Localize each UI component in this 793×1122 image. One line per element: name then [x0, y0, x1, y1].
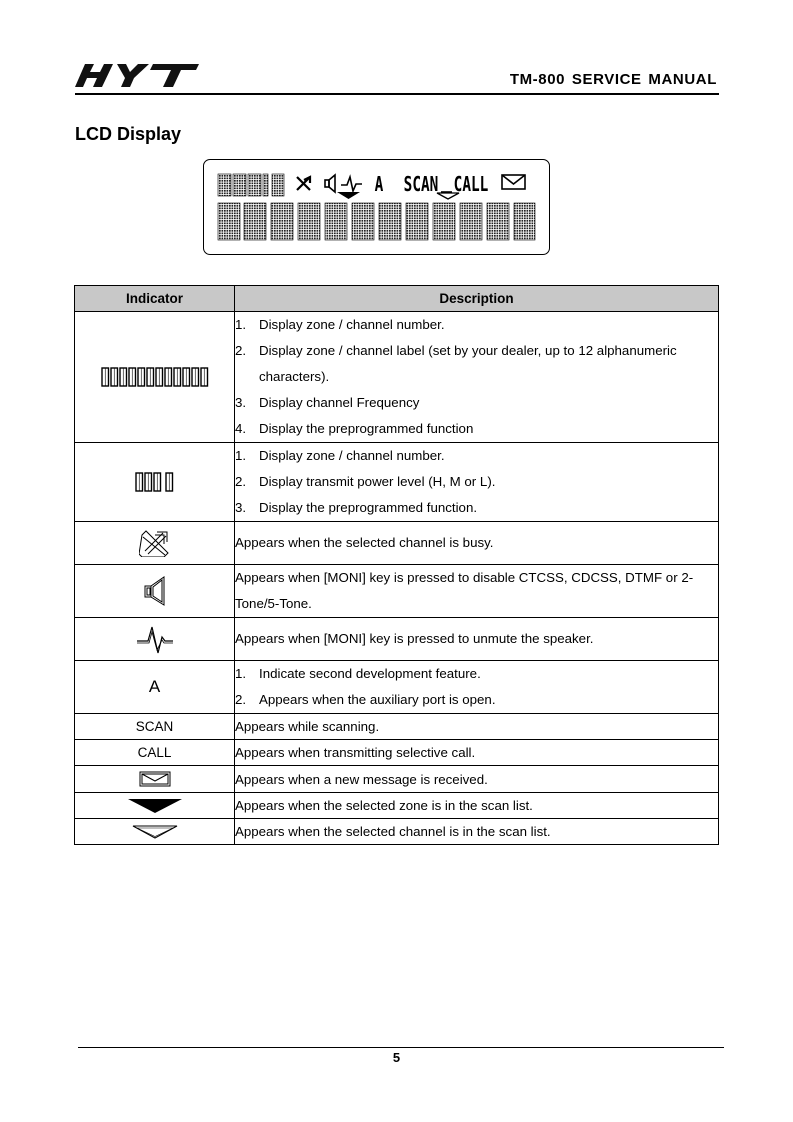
description-cell [235, 443, 719, 522]
indicator-cell [75, 522, 235, 565]
scan-zone-marker-icon [337, 192, 360, 199]
monitor-wave-icon [136, 623, 174, 655]
table-row [75, 661, 719, 714]
indicator-cell: SCAN [75, 714, 235, 740]
speaker-icon [142, 575, 168, 607]
list-item: 2. Display transmit power level (H, M or L). [235, 474, 496, 489]
indicator-column-header: Indicator [75, 286, 235, 312]
table-row [75, 618, 719, 661]
indicator-cell: CALL [75, 740, 235, 766]
indicator-cell [75, 618, 235, 661]
page-header [75, 58, 719, 95]
list-item: 1. Display zone / channel number. [235, 448, 445, 463]
busy-channel-icon [297, 177, 310, 190]
lcd-a-segment: A [374, 173, 384, 197]
table-row [75, 793, 719, 819]
table-row [75, 714, 719, 740]
footer-rule [78, 1047, 724, 1048]
indicator-cell [75, 565, 235, 618]
lcd-scan-segment: SCAN [403, 173, 439, 197]
description-cell [235, 312, 719, 443]
indicator-cell [75, 312, 235, 443]
description-list [235, 312, 718, 442]
filled-triangle-icon [128, 798, 182, 814]
page-number: 5 [392, 1050, 401, 1065]
description-list [235, 661, 718, 713]
indicator-cell [75, 443, 235, 522]
envelope-icon [502, 175, 525, 189]
description-cell: Appears while scanning. [235, 714, 719, 740]
hyt-logo [75, 58, 205, 90]
12-digit-dot-matrix-icon [101, 367, 209, 387]
table-row [75, 740, 719, 766]
description-cell: Appears when transmitting selective call. [235, 740, 719, 766]
list-item: 1. Display zone / channel number. [235, 317, 445, 332]
description-list [235, 443, 718, 521]
table-row [75, 565, 719, 618]
table-header-row [75, 286, 719, 312]
lcd-display-illustration [203, 159, 550, 255]
indicator-cell [75, 819, 235, 845]
table-row [75, 522, 719, 565]
list-item: 1. Indicate second development feature. [235, 666, 481, 681]
table-row [75, 819, 719, 845]
list-item: 4. Display the preprogrammed function [235, 421, 474, 436]
list-item: 2. Display zone / channel label (set by your dealer, up to 12 alphanumeric characters). [235, 343, 677, 384]
description-cell: Appears when the selected zone is in the scan list. [235, 793, 719, 819]
table-row [75, 443, 719, 522]
indicator-table [74, 285, 719, 845]
table-row [75, 312, 719, 443]
description-column-header: Description [235, 286, 719, 312]
description-cell: Appears when the selected channel is busy. [235, 522, 719, 565]
list-item: 3. Display channel Frequency [235, 395, 420, 410]
description-cell: Appears when [MONI] key is pressed to disable CTCSS, CDCSS, DTMF or 2-Tone/5-Tone. [235, 565, 719, 618]
description-cell: Appears when the selected channel is in the scan list. [235, 819, 719, 845]
description-cell [235, 661, 719, 714]
envelope-icon [139, 771, 171, 787]
outline-triangle-icon [132, 825, 178, 839]
speaker-icon [325, 175, 335, 192]
list-item: 2. Appears when the auxiliary port is open. [235, 692, 496, 707]
list-item: 3. Display the preprogrammed function. [235, 500, 478, 515]
indicator-cell: A [75, 661, 235, 714]
lcd-top-digits [218, 174, 284, 196]
description-cell: Appears when a new message is received. [235, 766, 719, 793]
lcd-call-segment: CALL [453, 173, 489, 197]
description-cell: Appears when [MONI] key is pressed to unmute the speaker. [235, 618, 719, 661]
busy-channel-icon [139, 529, 171, 557]
lcd-dot-matrix-row [218, 203, 535, 240]
indicator-cell [75, 793, 235, 819]
section-title: LCD Display [75, 124, 182, 144]
4-digit-segment-icon [135, 472, 175, 492]
manual-title: TM-800 SERVICE MANUAL [509, 71, 717, 88]
table-row [75, 766, 719, 793]
monitor-wave-icon [341, 177, 362, 191]
indicator-cell [75, 766, 235, 793]
